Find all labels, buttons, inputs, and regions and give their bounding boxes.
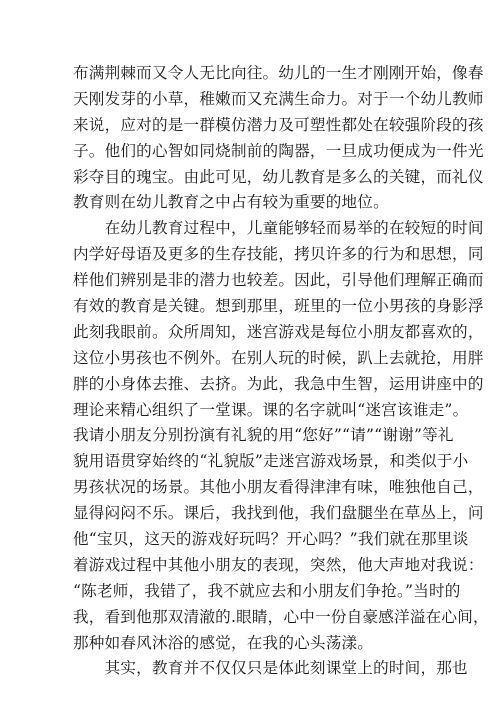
text-line: 有效的教育是关键。想到那里，班里的一位小男孩的身影浮 [73, 297, 484, 316]
text-line: 天刚发芽的小草，稚嫩而又充满生命力。对于一个幼儿教师 [73, 89, 484, 108]
text-line: 胖的小身体去推、去挤。为此，我急中生智，运用讲座中的 [73, 374, 484, 393]
text-line: 我请小朋友分别扮演有礼貌的用“您好”“请”“谢谢”等礼 [73, 426, 454, 445]
text-line: 此刻我眼前。众所周知，迷宫游戏是每位小朋友都喜欢的， [73, 322, 484, 341]
text-line: 这位小男孩也不例外。在别人玩的时候，趴上去就抢，用胖 [73, 348, 484, 367]
text-line: 貌用语贯穿始终的“礼貌版”走迷宫游戏场景，和类似于小 [73, 452, 469, 471]
text-line: 来说，应对的是一群模仿潜力及可塑性都处在较强阶段的孩 [73, 115, 484, 134]
text-line: 样他们辨别是非的潜力也较差。因此，引导他们理解正确而 [73, 271, 484, 290]
text-line: 子。他们的心智如同烧制前的陶器，一旦成功便成为一件光 [73, 141, 484, 160]
text-line: 那种如春风沐浴的感觉，在我的心头荡漾。 [73, 633, 374, 652]
text-line: 着游戏过程中其他小朋友的表现，突然，他大声地对我说： [73, 555, 484, 574]
text-line: 理论来精心组织了一堂课。课的名字就叫“迷宫该谁走”。 [73, 400, 469, 419]
text-line: 内学好母语及更多的生存技能，拷贝许多的行为和思想，同 [73, 245, 484, 264]
text-line: 男孩状况的场景。其他小朋友看得津津有味，唯独他自己， [73, 478, 484, 497]
text-line: “陈老师，我错了，我不就应去和小朋友们争抢。”当时的 [73, 581, 461, 600]
text-line: 显得闷闷不乐。课后，我找到他，我们盘腿坐在草丛上，问 [73, 504, 484, 523]
text-line: 我，看到他那双清澈的.眼睛，心中一份自豪感洋溢在心间， [73, 607, 489, 626]
text-line: 在幼儿教育过程中，儿童能够轻而易举的在较短的时间 [73, 219, 484, 238]
text-line: 彩夺目的瑰宝。由此可见，幼儿教育是多么的关键，而礼仪 [73, 167, 484, 186]
text-line: 其实，教育并不仅仅只是体此刻课堂上的时间，那也 [73, 659, 468, 678]
text-line: 他“宝贝，这天的游戏好玩吗？开心吗？”我们就在那里谈 [73, 530, 469, 549]
body-text [73, 61, 489, 682]
text-line: 教育则在幼儿教育之中占有较为重要的地位。 [73, 193, 389, 212]
text-line: 布满荆棘而又令人无比向往。幼儿的一生才刚刚开始，像春 [73, 64, 484, 82]
